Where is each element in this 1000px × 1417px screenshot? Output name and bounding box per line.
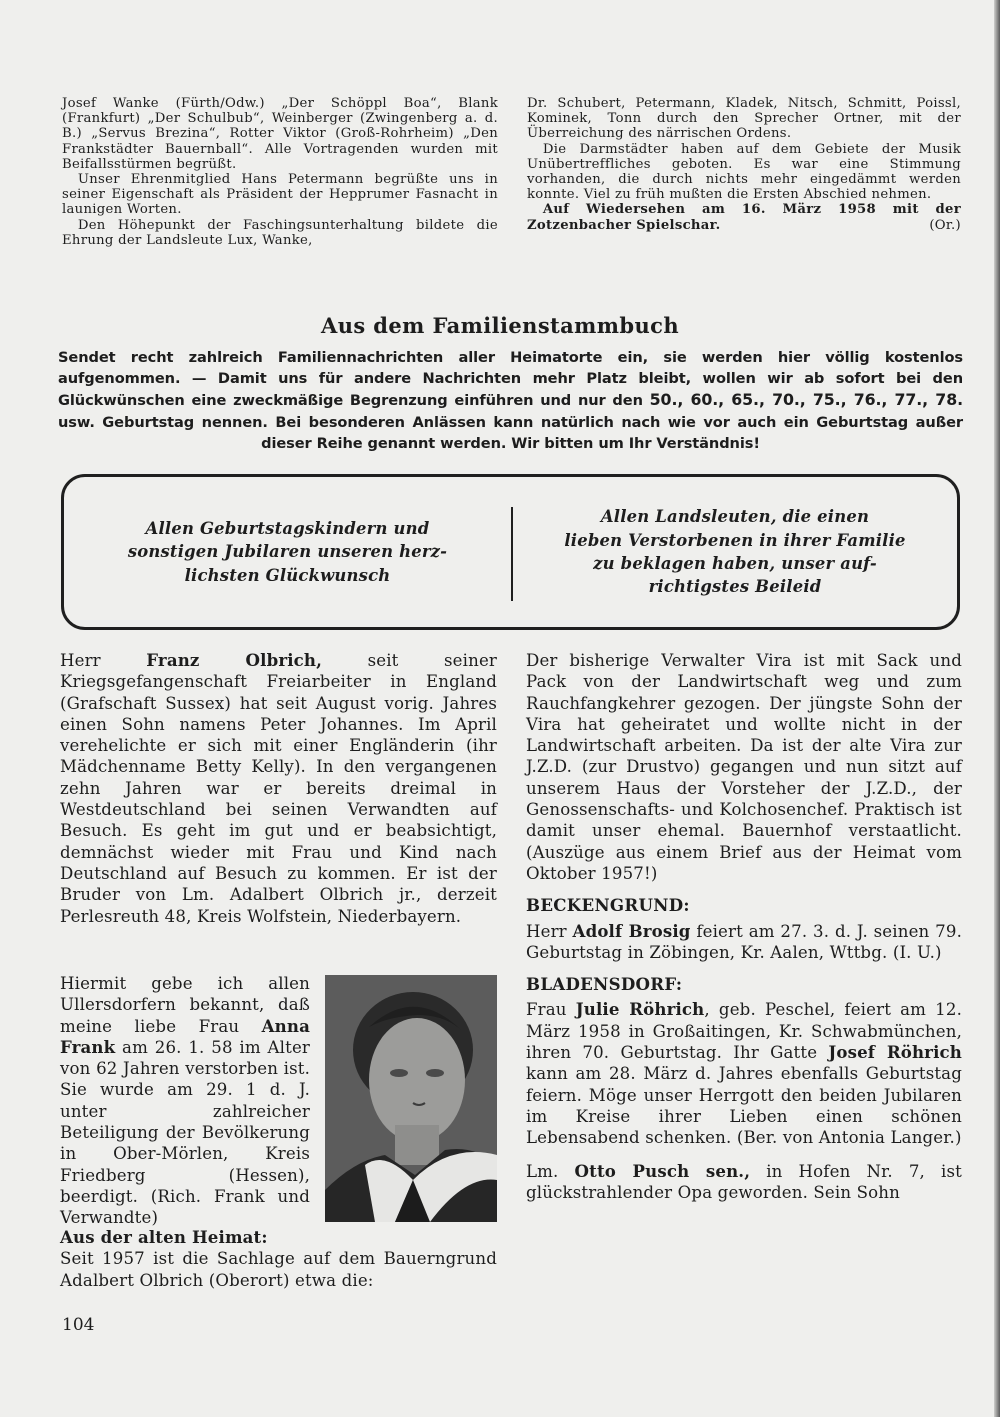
heimat-text: Seit 1957 ist die Sachlage auf dem Bauerngrund Adalbert Olbrich (Oberort) etwa die:: [60, 1249, 497, 1290]
page-number: 104: [62, 1315, 95, 1335]
vira-text: Der bisherige Verwalter Vira ist mit Sack und Pack von der Landwirtschaft weg und zum Rauchfangkehrer gezogen. Der jüngste Sohn der Vira hat geheiratet und wollte nicht in der Landwirtschaft arbeiten. Da ist der alte Vira zur J.Z.D. (zur Drustvo) gegangen und nun sitzt auf unserem Haus der Vorsteher der J.Z.D., der Genossenschafts- und Kolchosenchef. Praktisch ist damit unser ehemal. Bauernhof verstaatlicht. (Auszüge aus einem Brief aus der Heimat vom Oktober 1957!): [526, 651, 962, 883]
portrait-image: [325, 975, 497, 1222]
person-name: Franz Olbrich,: [146, 650, 323, 670]
condolence-line: lieben Verstorbenen in ihrer Familie: [564, 530, 906, 550]
birthday-greeting: [64, 477, 511, 627]
greeting-line: Allen Geburtstagskindern und: [145, 518, 430, 538]
condolence-line: zu beklagen haben, unser auf-: [593, 554, 877, 573]
greeting-line: lichsten Glückwunsch: [184, 565, 391, 585]
entry-text: , geb. Peschel, feiert am 12. März 1958 in Großaitingen, Kr. Schwabmünchen, ihren 70. Geburtstag. Ihr Gatte: [526, 1000, 962, 1063]
section-title: Aus dem Familienstammbuch: [321, 313, 679, 338]
spacer: [526, 1149, 962, 1161]
paragraph: Den Höhepunkt der Faschingsunterhaltung bildete die Ehrung der Landsleute Lux, Wanke,: [62, 217, 498, 248]
paragraph: Josef Wanke (Fürth/Odw.) „Der Schöppl Boa“, Blank (Frankfurt) „Der Schulbub“, Weinberger (Zwingenberg a. d. B.) „Servus Brezina“, Rotter Viktor (Groß-Rohrheim) „Den Frankstädter Bauernball“. Alle Vortragenden wurden mit Beifallsstürmen begrüßt.: [62, 96, 498, 172]
greeting-box: [61, 474, 960, 630]
condolence-line: richtigstes Beileid: [648, 577, 822, 597]
closing-paragraph: [527, 202, 961, 232]
condolence-line: Allen Landsleuten, die einen: [600, 507, 870, 527]
author-sign: (Or.): [929, 217, 961, 233]
paragraph: Dr. Schubert, Petermann, Kladek, Nitsch, Schmitt, Poissl, Kominek, Tonn durch den Sprecher Ortner, mit der Überreichung des närrischen Ordens.: [527, 96, 961, 142]
place-heading-bladensdorf: BLADENSDORF:: [526, 974, 683, 995]
entry-text: Herr: [526, 921, 573, 941]
place-heading-beckengrund: BECKENGRUND:: [526, 895, 690, 916]
heimat-heading: Aus der alten Heimat:: [60, 1227, 268, 1247]
olbrich-entry: [60, 650, 497, 927]
person-name: Otto Pusch sen.,: [574, 1160, 751, 1181]
paragraph: Die Darmstädter haben auf dem Gebiete der Musik Unübertreffliches geboten. Es war eine Stimmung vorhanden, die durch nichts mehr eingedämmt werden konnte. Viel zu früh mußten die Ersten Abschied nehmen.: [527, 141, 961, 203]
notice-text: usw. Geburtstag nennen. Bei besonderen Anlässen kann natürlich nach wie vor auch ein Geburtstag außer dieser Reihe genannt werden. Wir bitten um Ihr Verständnis!: [58, 413, 963, 452]
entry-text: Hiermit gebe ich allen Ullersdorfern bekannt, daß meine liebe Frau: [60, 974, 310, 1036]
bottom-right-column: [526, 650, 962, 1203]
notice-text: Sendet recht zahlreich Familiennachrichten aller Heimatorte ein, sie werden hier völlig kostenlos aufgenommen. — Damit uns für andere Nachrichten mehr Platz bleibt, wollen wir ab sofort bei den Glückwünschen eine zweckmäßige Begrenzung einführen und nur den: [58, 349, 963, 410]
top-left-column: [62, 96, 498, 248]
greeting-line: sonstigen Jubilaren unseren herz-: [127, 542, 448, 562]
condolence-message: [513, 477, 957, 627]
entry-text: Lm.: [526, 1161, 575, 1181]
heimat-section: [60, 1227, 497, 1291]
anna-frank-entry: [60, 973, 310, 1229]
entry-text: kann am 28. März d. Jahres ebenfalls Geburtstag feiern. Möge unser Herrgott den beiden Jubilaren im Kreise ihrer Lieben einen schönen Lebensabend schenken. (Ber. von Antonia Langer.): [526, 1064, 962, 1148]
person-name: Anna Frank: [60, 1015, 310, 1057]
entry-text: am 26. 1. 58 im Alter von 62 Jahren verstorben ist. Sie wurde am 29. 1 d. J. unter zahlreicher Beteiligung der Bevölkerung in Ober-Mörlen, Kreis Friedberg (Hessen), beerdigt. (Rich. Frank und Verwandte): [60, 1037, 310, 1228]
top-right-column: [527, 96, 961, 233]
portrait-photo: [325, 975, 497, 1222]
page-edge: [994, 0, 1000, 1417]
entry-text: Frau: [526, 1000, 576, 1020]
entry-text: feiert am 27. 3. d. J. seinen 79. Geburtstag in Zöbingen, Kr. Aalen, Wttbg. (I. U.): [526, 921, 962, 962]
roehrich-entry: [526, 999, 962, 1148]
closing-text: Auf Wiedersehen am 16. März 1958 mit der Zotzenbacher Spielschar.: [527, 202, 961, 233]
bottom-left-column: [60, 650, 497, 927]
person-name: Julie Röhrich: [575, 999, 705, 1020]
brosig-entry: [526, 921, 962, 964]
entry-text: Herr: [60, 651, 147, 670]
person-name: Josef Röhrich: [828, 1042, 963, 1063]
pusch-entry: [526, 1161, 962, 1204]
section-notice: [58, 347, 963, 454]
person-name: Adolf Brosig: [572, 920, 691, 941]
notice-numbers: 50., 60., 65., 70., 75., 76., 77., 78.: [649, 390, 963, 410]
obituary-text: [60, 973, 310, 1229]
paragraph: Unser Ehrenmitglied Hans Petermann begrüßte uns in seiner Eigenschaft als Präsident der Hepprumer Fasnacht in launigen Worten.: [62, 172, 498, 218]
entry-text: in Hofen Nr. 7, ist glückstrahlender Opa geworden. Sein Sohn: [526, 1161, 962, 1202]
entry-text: seit seiner Kriegsgefangenschaft Freiarbeiter in England (Grafschaft Sussex) hat seit August vorig. Jahres einen Sohn namens Peter Johannes. Im April verehelichte er sich mit einer Engländerin (ihr Mädchenname Betty Kelly). In den vergangenen zehn Jahren war er bereits dreimal in Westdeutschland bei seinen Verwandten auf Besuch. Es geht im gut und er beabsichtigt, demnächst wieder mit Frau und Kind nach Deutschland auf Besuch zu kommen. Er ist der Bruder von Lm. Adalbert Olbrich jr., derzeit Perlesreuth 48, Kreis Wolfstein, Niederbayern.: [60, 651, 498, 926]
